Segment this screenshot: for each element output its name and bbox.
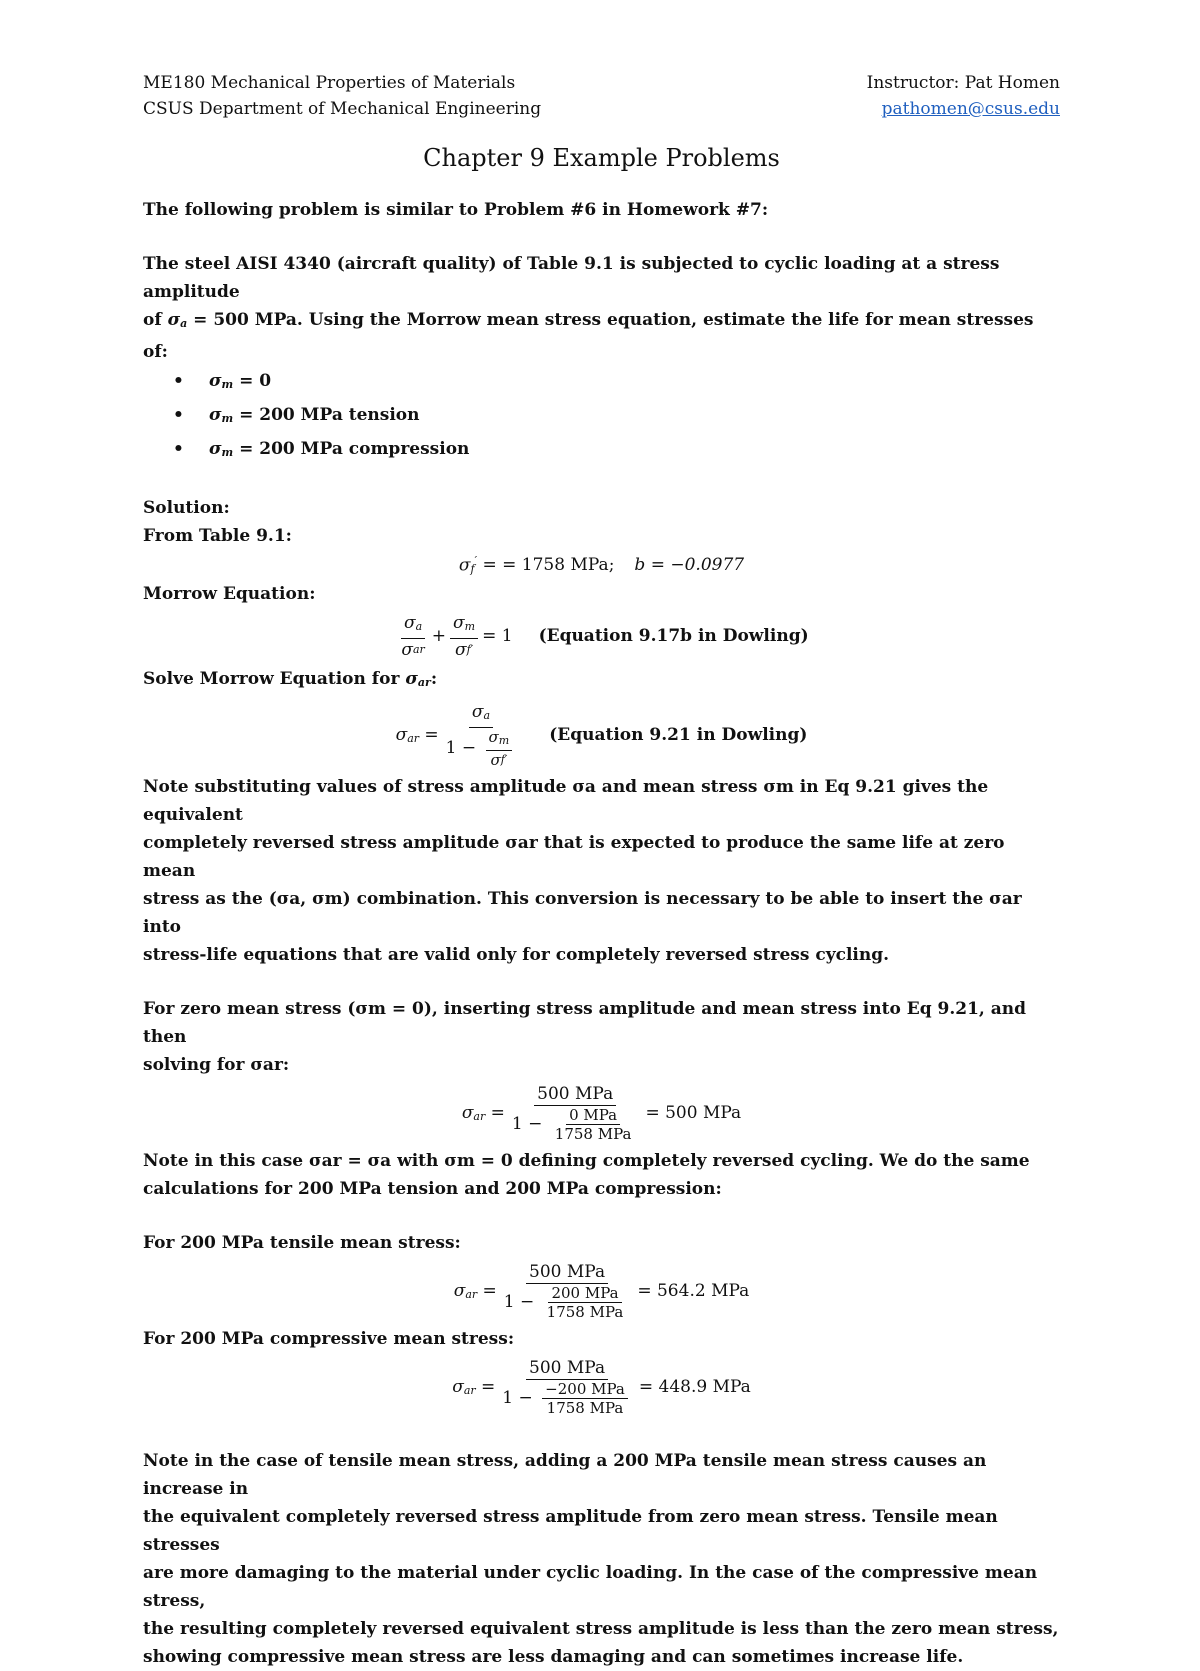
zero-intro-line-2: solving for σar:	[143, 1054, 290, 1075]
tensile-label: For 200 MPa tensile mean stress:	[143, 1232, 461, 1253]
conclusion-line-2: the equivalent completely reversed stress amplitude from zero mean stress. Tensile mean stresses	[143, 1506, 998, 1555]
morrow-label: Morrow Equation:	[143, 583, 316, 604]
solve-label: Solve Morrow Equation for $\sigma_{ar}$:	[143, 668, 438, 689]
table-values-equation: $\sigma_f'$ = = 1758 MPa; b = −0.0977	[458, 554, 745, 576]
note-1-line-4: stress-life equations that are valid only for completely reversed stress cycling.	[143, 944, 890, 965]
morrow-reference: (Equation 9.17b in Dowling)	[538, 626, 809, 647]
note-2-line-1: Note in this case σar = σa with σm = 0 defining completely reversed cycling. We do the same	[143, 1150, 1030, 1171]
from-table-label: From Table 9.1:	[143, 526, 292, 546]
mean-stress-list	[143, 366, 1060, 468]
zero-mean-calculation: $\sigma_{ar}$ = 500 MPa 1 − $\frac{\text{0 MPa}}{\text{1758 MPa}}$ = 500 MPa	[461, 1083, 742, 1143]
tensile-calculation: $\sigma_{ar}$ = 500 MPa 1 − $\frac{\text{200 MPa}}{\text{1758 MPa}}$ = 564.2 MPa	[453, 1261, 750, 1321]
email-link[interactable]: pathomen@csus.edu	[881, 99, 1060, 119]
note-1-line-1: Note substituting values of stress amplitude σa and mean stress σm in Eq 9.21 gives the equivalent	[143, 776, 989, 825]
problem-line-2: of $\sigma_a = 500$ MPa. Using the Morrow mean stress equation, estimate the life for mean stresses of:	[143, 310, 1034, 362]
list-item: • $\sigma_m = 200$ MPa tension	[209, 400, 1060, 434]
compressive-calculation: $\sigma_{ar}$ = 500 MPa 1 − $\frac{\text{−200 MPa}}{\text{1758 MPa}}$ = 448.9 MPa	[452, 1357, 751, 1417]
solved-morrow-equation: $\sigma_{ar}$ = $\sigma_a$ 1 − $\sigma_m$ σ f ′ (Equation 9.21 in Dowling)	[395, 701, 808, 769]
conclusion-line-3: are more damaging to the material under cyclic loading. In the case of the compressive mean stress,	[143, 1562, 1038, 1611]
page-title: Chapter 9 Example Problems	[423, 144, 780, 172]
department-name: CSUS Department of Mechanical Engineering	[143, 99, 542, 119]
conclusion-line-4: the resulting completely reversed equivalent stress amplitude is less than the zero mean stress,	[143, 1618, 1059, 1639]
list-item: • $\sigma_m = 0$	[209, 366, 1060, 400]
note-1-line-2: completely reversed stress amplitude σar that is expected to produce the same life at zero mean	[143, 832, 1005, 881]
note-2-line-2: calculations for 200 MPa tension and 200 MPa compression:	[143, 1178, 722, 1199]
compressive-label: For 200 MPa compressive mean stress:	[143, 1328, 515, 1349]
page-header	[143, 70, 1060, 126]
solved-reference: (Equation 9.21 in Dowling)	[549, 724, 808, 745]
problem-line-1: The steel AISI 4340 (aircraft quality) of Table 9.1 is subjected to cyclic loading at a stress amplitude	[143, 254, 1000, 302]
conclusion-line-1: Note in the case of tensile mean stress, adding a 200 MPa tensile mean stress causes an increase in	[143, 1450, 987, 1499]
instructor-name: Instructor: Pat Homen	[866, 73, 1060, 93]
solution-label: Solution:	[143, 498, 230, 518]
list-item: • $\sigma_m = 200$ MPa compression	[209, 434, 1060, 468]
note-1-line-3: stress as the (σa, σm) combination. This conversion is necessary to be able to insert the σar into	[143, 888, 1022, 937]
morrow-equation: $\sigma_a$ σ ar + $\sigma_m$ σ f ′ = 1 (Equation 9.17b in Dowling)	[401, 612, 809, 660]
course-name: ME180 Mechanical Properties of Materials	[143, 73, 516, 93]
intro-text: The following problem is similar to Problem #6 in Homework #7:	[143, 200, 769, 220]
conclusion-line-5: showing compressive mean stress are less damaging and can sometimes increase life.	[143, 1646, 964, 1667]
document-page	[143, 70, 1060, 1671]
zero-intro-line-1: For zero mean stress (σm = 0), inserting stress amplitude and mean stress into Eq 9.21, and then	[143, 998, 1027, 1047]
